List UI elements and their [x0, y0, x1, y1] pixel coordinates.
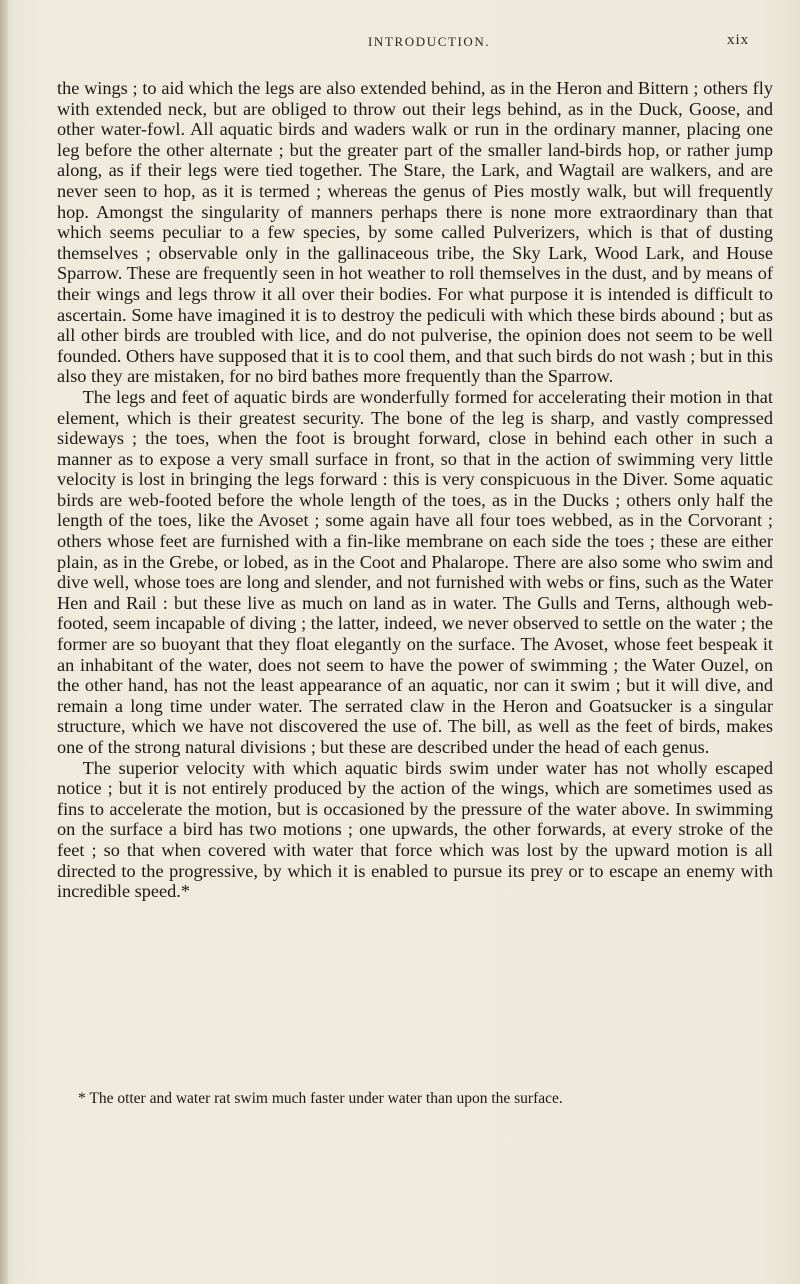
paragraph-continuation: the wings ; to aid which the legs are also extended behind, as in the Heron and Bittern ; others fly with extended neck, but are obliged to throw out their legs behind, as in the Duck, Goose, and other water-fowl. All aquatic birds and waders walk or run in the ordinary manner, placing one leg before the other alternate ; but the greater part of the smaller land-birds hop, or rather jump along, as if their legs were tied together. The Stare, the Lark, and Wagtail are walkers, and are never seen to hop, as it is termed ; whereas the genus of Pies mostly walk, but will frequently hop. Amongst the singularity of manners perhaps there is none more extraordinary than that which seems peculiar to a few species, by some called Pulverizers, which is that of dusting themselves ; observable only in the gallinaceous tribe, the Sky Lark, Wood Lark, and House Sparrow. These are frequently seen in hot weather to roll themselves in the dust, and by means of their wings and legs throw it all over their bodies. For what purpose it is intended is difficult to ascertain. Some have imagined it is to destroy the pediculi with which these birds abound ; but as all other birds are troubled with lice, and do not pulverise, the opinion does not seem to be well founded. Others have supposed that it is to cool them, and that such birds do not wash ; but in this also they are mistaken, for no bird bathes more frequently than the Sparrow. — [57, 78, 773, 387]
page-number: xix — [727, 32, 750, 48]
running-head: INTRODUCTION. — [368, 34, 491, 49]
body-text — [57, 78, 773, 902]
binding-edge — [0, 0, 8, 1284]
paragraph-legs-and-feet: The legs and feet of aquatic birds are wonderfully formed for accelerating their motion in that element, which is their greatest security. The bone of the leg is sharp, and vastly compressed sideways ; the toes, when the foot is brought forward, close in behind each other in such a manner as to expose a very small surface in front, so that in the action of swimming very little velocity is lost in bringing the legs forward : this is very conspicuous in the Diver. Some aquatic birds are web-footed before the whole length of the toes, as in the Ducks ; others only half the length of the toes, like the Avoset ; some again have all four toes webbed, as in the Corvorant ; others whose feet are furnished with a fin-like membrane on each side the toes ; these are either plain, as in the Grebe, or lobed, as in the Coot and Phalarope. There are also some who swim and dive well, whose toes are long and slender, and not furnished with webs or fins, such as the Water Hen and Rail : but these live as much on land as in water. The Gulls and Terns, although web-footed, seem incapable of diving ; the latter, indeed, we never observed to settle on the water ; the former are so buoyant that they float elegantly on the surface. The Avoset, whose feet bespeak it an inhabitant of the water, does not seem to have the power of swimming ; the Water Ouzel, on the other hand, has not the least appearance of an aquatic, nor can it swim ; but it will dive, and remain a long time under water. The serrated claw in the Heron and Goatsucker is a singular structure, which we have not discovered the use of. The bill, as well as the feet of birds, makes one of the strong natural divisions ; but these are described under the head of each genus. — [57, 386, 773, 757]
footnote: * The otter and water rat swim much faster under water than upon the surface. — [78, 1090, 563, 1107]
paragraph-swimming-velocity: The superior velocity with which aquatic birds swim under water has not wholly escaped notice ; but it is not entirely produced by the action of the wings, which are sometimes used as fins to accelerate the motion, but is occasioned by the pressure of the water above. In swimming on the surface a bird has two motions ; one upwards, the other forwards, at every stroke of the feet ; so that when covered with water that force which was lost by the upward motion is all directed to the progressive, by which it is enabled to pursue its prey or to escape an enemy with incredible speed.* — [57, 757, 773, 902]
